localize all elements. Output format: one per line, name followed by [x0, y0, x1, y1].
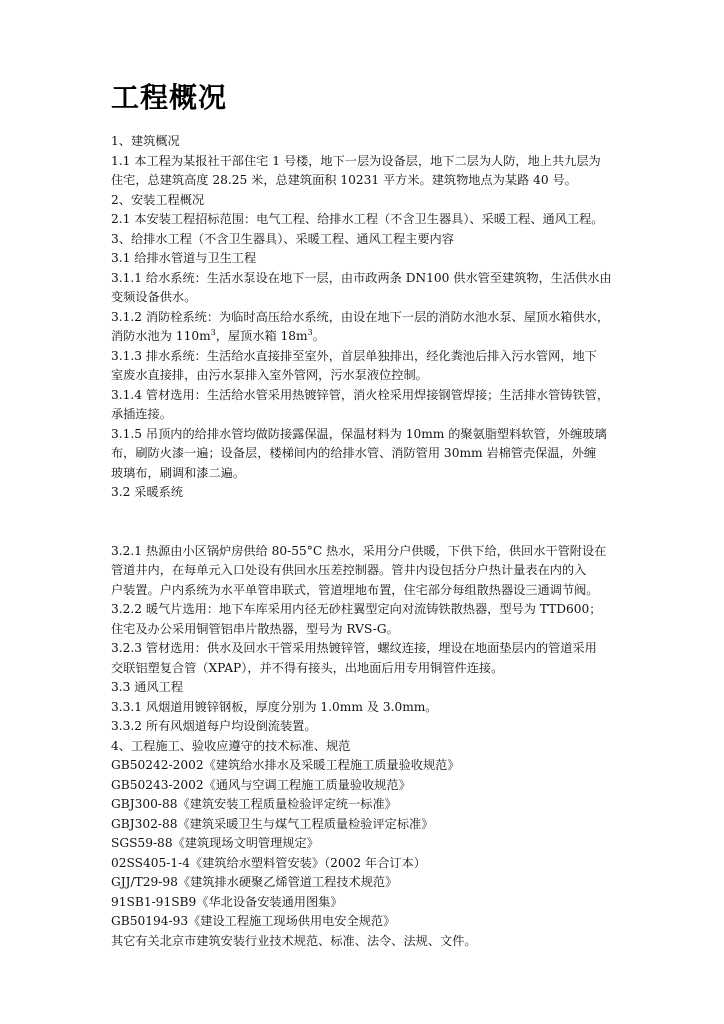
- standard-item: GBJ302-88《建筑采暖卫生与煤气工程质量检验评定标准》: [111, 816, 434, 831]
- standard-item: 91SB1-91SB9《华北设备安装通用图集》: [111, 894, 343, 909]
- standard-item: GB50242-2002《建筑给水排水及采暖工程施工质量验收规范》: [111, 758, 460, 772]
- text-line-fire-pool: [111, 327, 631, 347]
- text-line: 变频设备供水。: [111, 290, 197, 304]
- standard-item: 02SS405-1-4《建筑给水塑料管安装》（2002 年合订本）: [111, 855, 426, 870]
- text-line: 承插连接。: [111, 407, 172, 421]
- standard-item: GB50243-2002《通风与空调工程施工质量验收规范》: [111, 777, 411, 792]
- blank-gap: [111, 503, 631, 542]
- text-line: 2.1 本安装工程招标范围：电气工程、给排水工程（不含卫生器具）、采暖工程、通风工程。: [111, 212, 604, 226]
- text-line: 3.1 给排水管道与卫生工程: [111, 251, 257, 265]
- text-line: 其它有关北京市建筑安装行业技术规范、标准、法令、法规、文件。: [111, 933, 477, 948]
- text-line: 室废水直接排，由污水泵排入室外管网，污水泵液位控制。: [111, 368, 428, 382]
- fire-pool-middle: ，屋顶水箱 18m: [215, 329, 308, 343]
- text-line: 2、安装工程概况: [111, 192, 205, 207]
- section-heading: 4、工程施工、验收应遵守的技术标准、规范: [111, 738, 351, 753]
- text-line: 1.1 本工程为某报社干部住宅 1 号楼，地下一层为设备层，地下二层为人防，地上共九层为: [111, 153, 601, 168]
- text-line: 交联铝塑复合管（XPAP），并不得有接头，出地面后用专用铜管件连接。: [111, 660, 504, 675]
- text-line: 住宅及办公采用铜管铝串片散热器，型号为 RVS-G。: [111, 621, 399, 636]
- text-line: 3.3.2 所有风烟道每户均设倒流装置。: [111, 719, 317, 733]
- text-line: 3.2.3 管材选用：供水及回水干管采用热镀锌管，螺纹连接，埋设在地面垫层内的管道采用: [111, 641, 597, 655]
- text-line: 3.1.4 管材选用：生活给水管采用热镀锌管，消火栓采用焊接钢管焊接；生活排水管铸铁管，: [111, 387, 610, 402]
- text-line: 玻璃布，刷调和漆二遍。: [111, 465, 246, 480]
- text-line: 1、建筑概况: [111, 134, 180, 148]
- text-line: 3.2.2 暖气片选用：地下车库采用内径无砂柱翼型定向对流铸铁散热器，型号为 TTD600；: [111, 602, 602, 616]
- text-line: 3.1.5 吊顶内的给排水管均做防接露保温，保温材料为 10mm 的聚氨脂塑料软管，外缠玻璃: [111, 426, 607, 441]
- page-title: 工程概况: [111, 81, 228, 114]
- fire-pool-suffix: 。: [312, 329, 325, 343]
- section-heading: 3.2 采暖系统: [111, 485, 184, 499]
- standard-item: SGS59-88《建筑现场文明管理规定》: [111, 836, 319, 850]
- text-line: 户装置。户内系统为水平单管串联式，管道埋地布置，住宅部分每组散热器设三通调节阀。: [111, 582, 599, 597]
- text-line: 3.1.1 给水系统：生活水泵设在地下一层，由市政两条 DN100 供水管至建筑物，生活供水由: [111, 270, 612, 285]
- text-line: 3.3.1 风烟道用镀锌钢板，厚度分别为 1.0mm 及 3.0mm。: [111, 699, 438, 714]
- standard-item: GB50194-93《建设工程施工现场供用电安全规范》: [111, 914, 396, 928]
- water-tank-superscript: 3: [307, 327, 313, 337]
- text-line: 3、给排水工程（不含卫生器具）、采暖工程、通风工程主要内容: [111, 231, 454, 246]
- text-line: 布，刷防火漆一遍；设备层，楼梯间内的给排水管、消防管用 30mm 岩棉管壳保温，外缠: [111, 446, 597, 460]
- text-line: 管道井内，在每单元入口处设有供回水压差控制器。管井内设包括分户热计量表在内的入: [111, 563, 587, 577]
- text-line: 住宅，总建筑高度 28.25 米，总建筑面积 10231 平方米。建筑物地点为某路 40 号。: [111, 173, 577, 187]
- standard-item: GBJ300-88《建筑安装工程质量检验评定统一标准》: [111, 797, 397, 811]
- fire-pool-prefix: 消防水池为 110m: [111, 329, 211, 343]
- text-line: 3.1.2 消防栓系统：为临时高压给水系统，由设在地下一层的消防水池水泵、屋顶水箱供水，: [111, 309, 610, 324]
- section-heading: 3.3 通风工程: [111, 680, 184, 694]
- text-line: 3.1.3 排水系统：生活给水直接排至室外，首层单独排出，经化粪池后排入污水管网，地下: [111, 348, 597, 363]
- document-body: [111, 132, 631, 951]
- text-line: 3.2.1 热源由小区锅炉房供给 80-55°C 热水，采用分户供暖，下供下给，供回水干管附设在: [111, 543, 607, 558]
- fire-pool-superscript: 3: [210, 327, 216, 337]
- standard-item: GJJ/T29-98《建筑排水硬聚乙烯管道工程技术规范》: [111, 875, 398, 889]
